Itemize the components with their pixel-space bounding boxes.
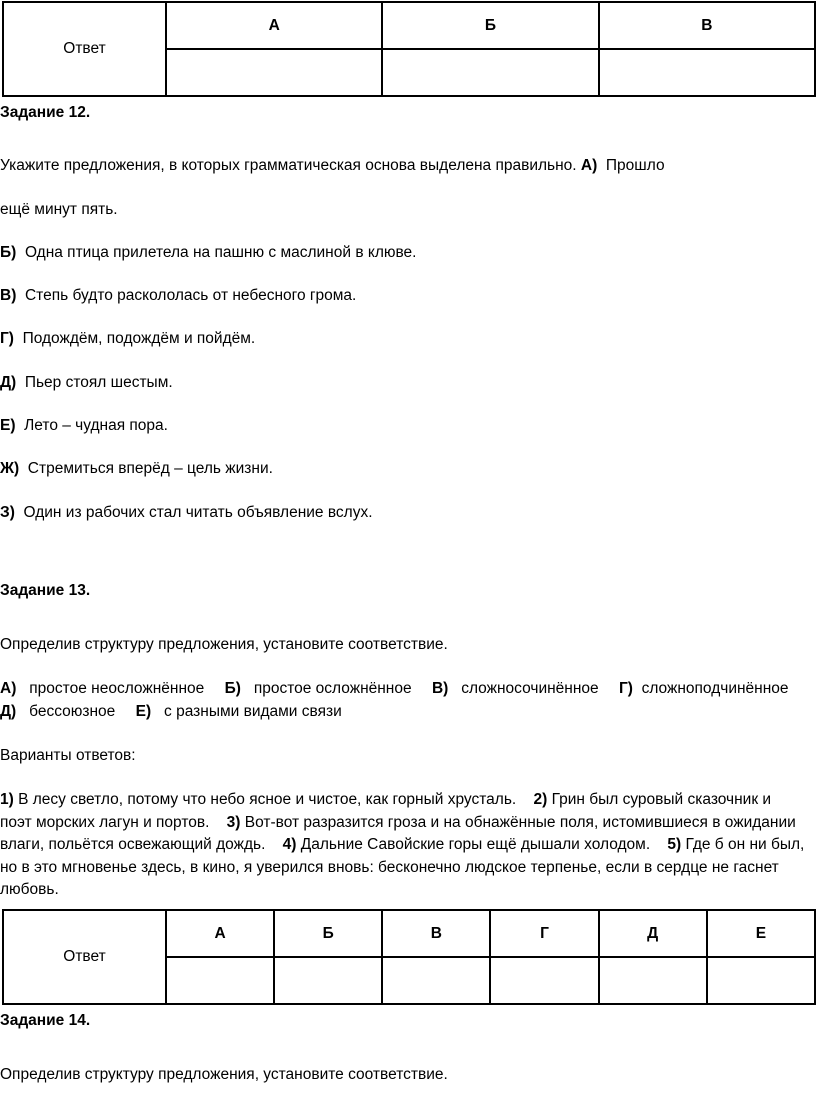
answer-table-12 — [2, 1, 816, 97]
answer-header-b: Б — [382, 2, 598, 49]
answer-header-d: Д — [599, 910, 707, 957]
task12-item-g: Г) Подождём, подождём и пойдём. — [0, 330, 256, 347]
task14-intro: Определив структуру предложения, установите соответствие. — [0, 1066, 448, 1083]
task12-intro: Укажите предложения, в которых грамматическая основа выделена правильно. А) Прошло — [0, 157, 665, 174]
answer-table-13 — [2, 909, 816, 1005]
option-a: А) простое неосложнённое — [0, 680, 205, 697]
task13-title: Задание 13. — [0, 582, 91, 599]
answer-5: 5) Где б он ни был, но в это мгновенье здесь, в кино, я уверился вновь: бесконечно людское терпенье, если в сердце не гаснет любовь. — [0, 836, 805, 898]
answer-cell-v[interactable] — [599, 49, 815, 96]
answer-header-g: Г — [490, 910, 598, 957]
answer-1: 1) В лесу светло, потому что небо ясное и чистое, как горный хрусталь. — [0, 791, 517, 808]
answer-2: 2) Грин был суровый сказочник и поэт морских лагун и портов. — [0, 791, 772, 831]
answer-header-b: Б — [274, 910, 382, 957]
answer-cell-v[interactable] — [382, 957, 490, 1004]
option-g: Г) сложноподчинённое — [618, 680, 789, 697]
answer-4: 4) Дальние Савойские горы ещё дышали холодом. — [282, 836, 651, 853]
answer-header-v: В — [382, 910, 490, 957]
option-d: Д) бессоюзное — [0, 702, 116, 720]
task14-title: Задание 14. — [0, 1012, 91, 1029]
task13-answers — [0, 789, 806, 902]
answer-header-a: А — [166, 910, 274, 957]
answer-row-label: Ответ — [3, 910, 166, 1004]
answer-row-label: Ответ — [3, 2, 166, 96]
option-b: Б) простое осложнённое — [224, 680, 412, 697]
option-e: Е) с разными видами связи — [135, 702, 342, 720]
answer-header-v: В — [599, 2, 815, 49]
task12-item-d: Д) Пьер стоял шестым. — [0, 374, 173, 391]
task12-item-zh: Ж) Стремиться вперёд – цель жизни. — [0, 460, 273, 477]
task13-answers-label: Варианты ответов: — [0, 747, 136, 764]
answer-3: 3) Вот-вот разразится гроза и на обнажённые поля, истомившиеся в ожидании влаги, польётся освежающий дождь. — [0, 813, 796, 853]
task12-item-a-cont: ещё минут пять. — [0, 201, 118, 218]
task12-item-b: Б) Одна птица прилетела на пашню с маслиной в клюве. — [0, 244, 417, 261]
answer-cell-b[interactable] — [274, 957, 382, 1004]
answer-cell-g[interactable] — [490, 957, 598, 1004]
task12-item-e: Е) Лето – чудная пора. — [0, 417, 168, 434]
task13-options — [0, 678, 806, 723]
answer-header-a: А — [166, 2, 382, 49]
answer-cell-a[interactable] — [166, 957, 274, 1004]
answer-cell-e[interactable] — [707, 957, 815, 1004]
answer-cell-a[interactable] — [166, 49, 382, 96]
option-v: В) сложносочинённое — [431, 680, 599, 697]
answer-cell-d[interactable] — [599, 957, 707, 1004]
task12-item-v: В) Степь будто раскололась от небесного грома. — [0, 287, 357, 304]
task12-item-z: З) Один из рабочих стал читать объявление вслух. — [0, 504, 373, 521]
task12-title: Задание 12. — [0, 104, 91, 121]
answer-header-e: Е — [707, 910, 815, 957]
answer-cell-b[interactable] — [382, 49, 598, 96]
task13-intro: Определив структуру предложения, установите соответствие. — [0, 636, 448, 653]
